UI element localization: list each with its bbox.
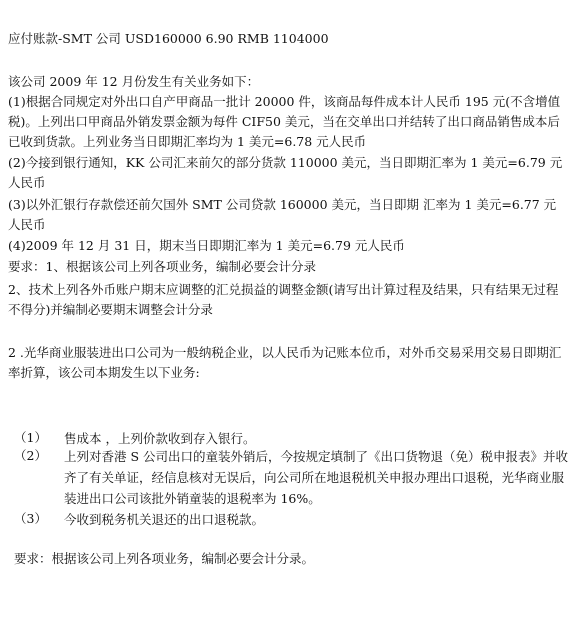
section2-requirement: 要求：根据该公司上列各项业务，编制必要会计分录。 [14,551,315,566]
item-text: 今收到税务机关退还的出口退税款。 [64,512,265,527]
section1-item-4: (4)2009 年 12 月 31 日，期末当日即期汇率为 1 美元=6.79 元人民币 [8,238,405,253]
item-number: （3） [14,511,47,526]
item-number: （2） [14,448,47,463]
section1-item-2: (2)今接到银行通知，KK 公司汇来前欠的部分货款 110000 美元，当日即期汇率为 1 美元=6.79 元人民币 [8,155,563,190]
section1-intro: 该公司 2009 年 12 月份发生有关业务如下： [8,74,260,89]
item-number: （1） [14,430,47,445]
item-text: 上列对香港 S 公司出口的童装外销后，今按规定填制了《出口货物退（免）税申报表》并收齐了有关单证，经信息核对无误后，向公司所在地退税机关申报办理出口退税，光华商业服装进出口公司该批外销童装的退税率为 16%。 [64,449,569,506]
section2-item-3 [14,509,564,531]
section1-item-1: (1)根据合同规定对外出口自产甲商品一批计 20000 件，该商品每件成本计人民币 195 元(不含增值税)。上列出口甲商品外销发票金额为每件 CIF50 美元，当在交单出口并结转了出口商品销售成本后已收到货款。上列业务当日即期汇率均为 1 美元=6.78 元人民币 [8,94,561,149]
section2-intro: 2 .光华商业服装进出口公司为一般纳税企业，以人民币为记账本位币，对外币交易采用交易日即期汇率折算，该公司本期发生以下业务: [8,345,562,380]
item-text: 售成本 ，上列价款收到存入银行。 [64,431,256,446]
section1-requirement-2: 2、技术上列各外币账户期末应调整的汇兑损益的调整金额(请写出计算过程及结果，只有结果无过程不得分)并编制必要期末调整会计分录 [8,282,559,317]
section1-requirement-1: 要求：1、根据该公司上列各项业务，编制必要会计分录 [8,259,316,274]
section1-item-3: (3)以外汇银行存款偿还前欠国外 SMT 公司贷款 160000 美元，当日即期 汇率为 1 美元=6.77 元人民币 [8,197,557,232]
section2-item-2 [14,446,569,512]
header-line: 应付账款-SMT 公司 USD160000 6.90 RMB 1104000 [8,31,329,46]
